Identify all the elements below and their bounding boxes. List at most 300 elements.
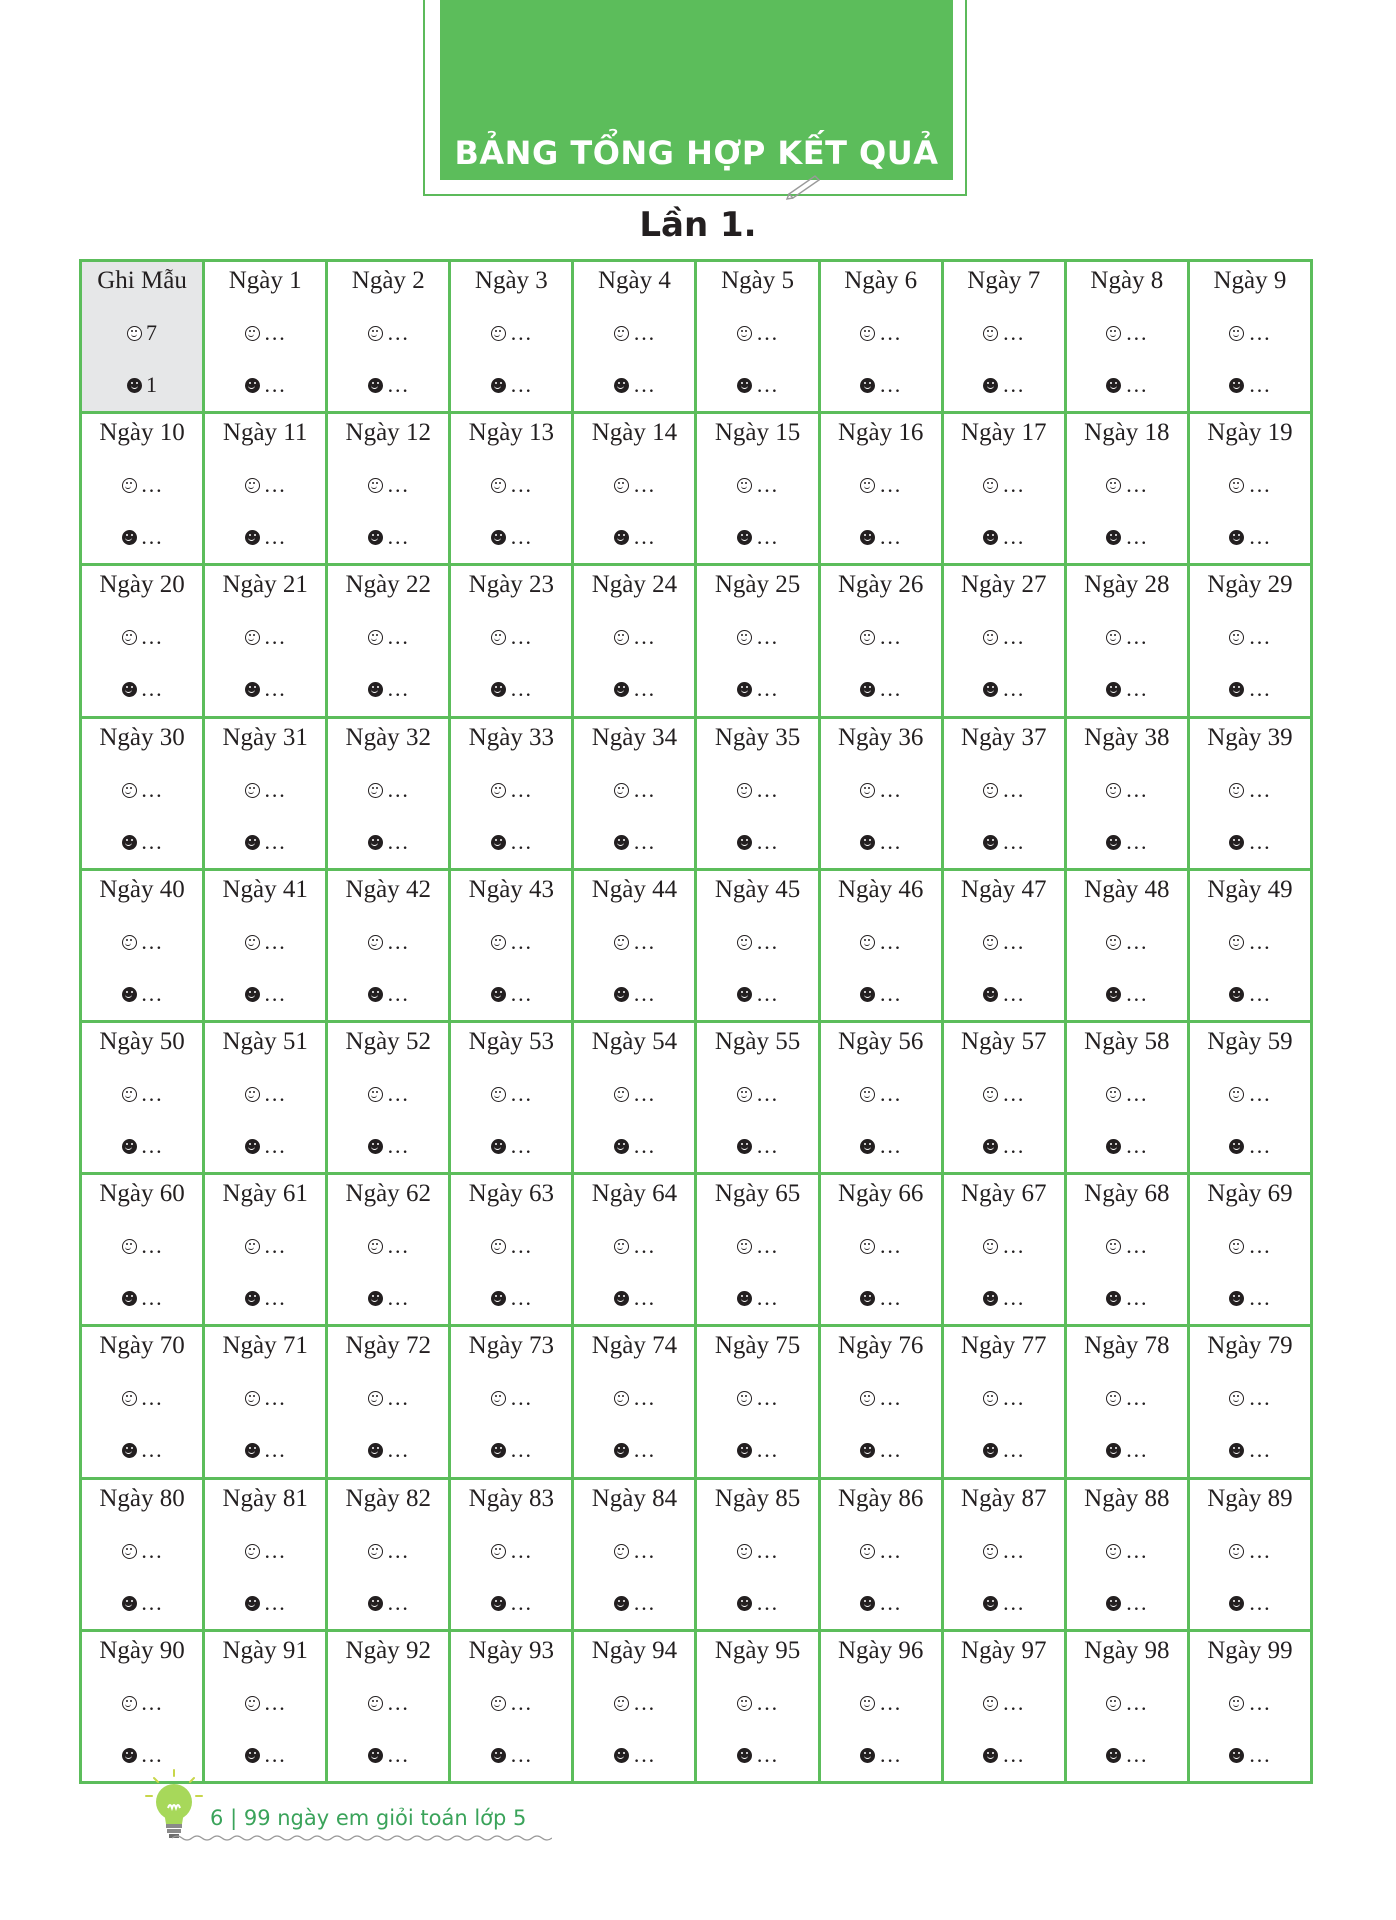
day-number: 66 xyxy=(898,1180,924,1208)
day-cell xyxy=(82,1480,205,1632)
day-number: 81 xyxy=(282,1484,308,1512)
page-number: 6 xyxy=(210,1806,224,1830)
bad-count-blank: … xyxy=(263,980,286,1006)
dark-smiley-face-icon xyxy=(614,1596,629,1611)
bad-count-blank: … xyxy=(1002,1285,1025,1311)
good-count-line xyxy=(697,929,817,955)
bad-count-blank: … xyxy=(632,1741,655,1767)
bad-count-line xyxy=(1190,1590,1310,1616)
day-cell xyxy=(205,1480,328,1632)
bad-count-line xyxy=(451,829,571,855)
good-count-blank: … xyxy=(632,776,655,802)
sample-bad-line xyxy=(82,372,202,398)
bad-count-line xyxy=(944,1742,1064,1768)
bad-count-line xyxy=(574,1437,694,1463)
day-label xyxy=(451,267,571,295)
good-count-blank: … xyxy=(879,1233,902,1259)
good-count-blank: … xyxy=(1002,928,1025,954)
day-prefix: Ngày xyxy=(345,1332,400,1360)
good-count-blank: … xyxy=(632,624,655,650)
day-label xyxy=(821,1180,941,1208)
good-count-line xyxy=(944,777,1064,803)
day-label xyxy=(1067,419,1187,447)
good-count-blank: … xyxy=(509,1080,532,1106)
good-count-blank: … xyxy=(879,1385,902,1411)
bad-count-line xyxy=(821,372,941,398)
day-prefix: Ngày xyxy=(837,1484,893,1512)
day-number: 20 xyxy=(159,571,185,599)
day-label xyxy=(205,1485,325,1513)
day-cell xyxy=(574,1480,697,1632)
good-count-blank: … xyxy=(632,1689,655,1715)
day-number: 10 xyxy=(159,419,185,447)
bad-count-line xyxy=(574,981,694,1007)
bad-count-blank: … xyxy=(632,1285,655,1311)
bad-count-line xyxy=(1190,524,1310,550)
day-number: 37 xyxy=(1021,723,1047,751)
day-number: 13 xyxy=(529,419,555,447)
day-prefix: Ngày xyxy=(468,419,523,447)
smiley-face-icon xyxy=(983,326,998,341)
good-count-blank: … xyxy=(386,1537,409,1563)
day-label xyxy=(574,724,694,752)
day-label xyxy=(944,571,1064,599)
smiley-face-icon xyxy=(368,630,383,645)
bad-count-line xyxy=(82,524,202,550)
bad-count-blank: … xyxy=(1002,372,1025,397)
day-label xyxy=(451,876,571,904)
smiley-face-icon xyxy=(127,326,142,341)
good-count-blank: … xyxy=(263,1233,286,1259)
smiley-face-icon xyxy=(1229,783,1244,798)
day-label xyxy=(697,571,817,599)
bad-count-line xyxy=(1067,981,1187,1007)
good-count-line xyxy=(205,1385,325,1411)
bad-count-line xyxy=(574,524,694,550)
dark-smiley-face-icon xyxy=(737,1291,752,1306)
good-count-line xyxy=(944,624,1064,650)
day-number: 32 xyxy=(405,723,431,751)
bad-count-blank: … xyxy=(632,828,655,854)
day-prefix: Ngày xyxy=(468,1332,523,1360)
day-label xyxy=(821,1637,941,1665)
bad-count-line xyxy=(1190,829,1310,855)
good-count-line xyxy=(82,1538,202,1564)
day-prefix: Ngày xyxy=(1207,419,1262,447)
bad-count-blank: … xyxy=(879,524,902,550)
day-label xyxy=(1067,1485,1187,1513)
bad-count-line xyxy=(451,524,571,550)
good-count-line xyxy=(944,320,1064,346)
good-count-blank: … xyxy=(1125,1385,1148,1411)
good-count-blank: … xyxy=(509,472,532,498)
day-prefix: Ngày xyxy=(99,723,154,751)
day-label xyxy=(574,1485,694,1513)
bad-count-line xyxy=(451,1742,571,1768)
day-cell xyxy=(205,871,328,1023)
smiley-face-icon xyxy=(1229,326,1244,341)
day-number: 49 xyxy=(1267,875,1293,903)
smiley-face-icon xyxy=(1106,326,1121,341)
dark-smiley-face-icon xyxy=(368,378,383,393)
dark-smiley-face-icon xyxy=(122,835,137,850)
good-count-blank: … xyxy=(756,472,779,498)
day-number: 27 xyxy=(1021,571,1047,599)
day-prefix: Ngày xyxy=(222,1636,277,1664)
dark-smiley-face-icon xyxy=(245,1443,260,1458)
day-label xyxy=(944,267,1064,295)
day-cell xyxy=(451,566,574,718)
bad-count-line xyxy=(1190,981,1310,1007)
bad-count-blank: … xyxy=(140,676,163,702)
dark-smiley-face-icon xyxy=(860,1748,875,1763)
day-label xyxy=(82,724,202,752)
good-count-line xyxy=(821,624,941,650)
bad-count-blank: … xyxy=(1002,524,1025,550)
good-count-blank: … xyxy=(263,776,286,802)
smiley-face-icon xyxy=(122,783,137,798)
good-count-line xyxy=(1067,1385,1187,1411)
dark-smiley-face-icon xyxy=(737,1748,752,1763)
dark-smiley-face-icon xyxy=(737,1596,752,1611)
smiley-face-icon xyxy=(122,630,137,645)
dark-smiley-face-icon xyxy=(614,1291,629,1306)
smiley-face-icon xyxy=(737,1391,752,1406)
smiley-face-icon xyxy=(860,935,875,950)
bad-count-blank: … xyxy=(1248,372,1271,397)
bad-count-line xyxy=(821,829,941,855)
day-label xyxy=(1067,724,1187,752)
bad-count-blank: … xyxy=(509,1589,532,1615)
day-cell xyxy=(574,719,697,871)
smiley-face-icon xyxy=(1106,1239,1121,1254)
dark-smiley-face-icon xyxy=(1229,682,1244,697)
smiley-face-icon xyxy=(122,1239,137,1254)
dark-smiley-face-icon xyxy=(1106,682,1121,697)
smiley-face-icon xyxy=(1106,1544,1121,1559)
good-count-blank: … xyxy=(263,928,286,954)
dark-smiley-face-icon xyxy=(860,987,875,1002)
good-count-blank: … xyxy=(509,1537,532,1563)
dark-smiley-face-icon xyxy=(491,530,506,545)
good-count-line xyxy=(944,1233,1064,1259)
day-prefix: Ngày xyxy=(714,419,769,447)
smiley-face-icon xyxy=(614,1087,629,1102)
day-number: 44 xyxy=(652,875,678,903)
good-count-blank: … xyxy=(140,624,163,650)
smiley-face-icon xyxy=(1106,1391,1121,1406)
day-label xyxy=(205,419,325,447)
dark-smiley-face-icon xyxy=(1106,835,1121,850)
day-number: 58 xyxy=(1144,1027,1170,1055)
good-count-blank: … xyxy=(756,624,779,650)
good-count-line xyxy=(1067,1690,1187,1716)
dark-smiley-face-icon xyxy=(491,378,506,393)
day-cell xyxy=(328,1480,451,1632)
day-prefix: Ngày xyxy=(345,1484,400,1512)
day-number: 11 xyxy=(283,419,308,447)
dark-smiley-face-icon xyxy=(1229,1139,1244,1154)
bad-count-blank: … xyxy=(756,1285,779,1311)
bad-count-blank: … xyxy=(1248,1437,1271,1463)
day-prefix: Ngày xyxy=(1084,571,1139,599)
bad-count-blank: … xyxy=(386,1437,409,1463)
day-prefix: Ngày xyxy=(1207,571,1262,599)
smiley-face-icon xyxy=(1229,1087,1244,1102)
bad-count-line xyxy=(328,1437,448,1463)
smiley-face-icon xyxy=(368,935,383,950)
day-label xyxy=(328,1332,448,1360)
day-cell xyxy=(82,1632,205,1784)
results-table xyxy=(79,259,1313,1784)
good-count-line xyxy=(574,1385,694,1411)
day-prefix: Ngày xyxy=(591,1484,646,1512)
day-cell xyxy=(451,1327,574,1479)
day-cell xyxy=(697,566,820,718)
dark-smiley-face-icon xyxy=(737,682,752,697)
bad-count-blank: … xyxy=(140,524,163,550)
bad-count-blank: … xyxy=(509,1437,532,1463)
bad-count-line xyxy=(821,1133,941,1159)
bad-count-line xyxy=(944,1590,1064,1616)
day-label xyxy=(574,267,694,295)
bad-count-line xyxy=(1190,1133,1310,1159)
day-label xyxy=(697,267,817,295)
day-cell xyxy=(574,1327,697,1479)
day-label xyxy=(1067,1180,1187,1208)
good-count-blank: … xyxy=(1248,928,1271,954)
bad-count-blank: … xyxy=(1248,1285,1271,1311)
day-number: 88 xyxy=(1144,1484,1170,1512)
smiley-face-icon xyxy=(491,630,506,645)
day-cell xyxy=(1067,1023,1190,1175)
bad-count-line xyxy=(944,981,1064,1007)
day-cell xyxy=(944,1023,1067,1175)
day-label xyxy=(1190,1028,1310,1056)
day-cell xyxy=(944,1327,1067,1479)
dark-smiley-face-icon xyxy=(368,530,383,545)
day-label xyxy=(328,419,448,447)
day-number: 14 xyxy=(652,419,678,447)
day-number: 93 xyxy=(529,1636,555,1664)
smiley-face-icon xyxy=(1106,783,1121,798)
bad-count-line xyxy=(82,676,202,702)
good-count-line xyxy=(944,1538,1064,1564)
smiley-face-icon xyxy=(614,1239,629,1254)
bad-count-blank: … xyxy=(140,980,163,1006)
day-number: 94 xyxy=(652,1636,678,1664)
smiley-face-icon xyxy=(860,1391,875,1406)
day-number: 47 xyxy=(1021,875,1047,903)
dark-smiley-face-icon xyxy=(491,1748,506,1763)
dark-smiley-face-icon xyxy=(737,1443,752,1458)
day-prefix: Ngày xyxy=(1213,267,1268,294)
day-label xyxy=(205,571,325,599)
day-cell xyxy=(205,1632,328,1784)
day-number: 55 xyxy=(775,1027,801,1055)
smiley-face-icon xyxy=(368,478,383,493)
day-prefix: Ngày xyxy=(222,419,278,447)
day-cell xyxy=(82,719,205,871)
day-cell xyxy=(82,1175,205,1327)
good-count-blank: … xyxy=(509,624,532,650)
good-count-line xyxy=(451,929,571,955)
good-count-line xyxy=(944,1081,1064,1107)
day-cell xyxy=(328,1327,451,1479)
day-prefix: Ngày xyxy=(99,571,154,599)
smiley-face-icon xyxy=(491,1544,506,1559)
dark-smiley-face-icon xyxy=(1229,378,1244,393)
dark-smiley-face-icon xyxy=(122,682,137,697)
day-number: 59 xyxy=(1267,1027,1293,1055)
bad-count-blank: … xyxy=(1125,372,1148,397)
good-count-line xyxy=(328,624,448,650)
bad-count-blank: … xyxy=(263,1132,286,1158)
day-number: 86 xyxy=(898,1484,924,1512)
bad-count-blank: … xyxy=(140,1589,163,1615)
day-prefix: Ngày xyxy=(961,1484,1016,1512)
day-number: 78 xyxy=(1144,1332,1170,1360)
day-cell xyxy=(697,1327,820,1479)
day-cell xyxy=(821,1480,944,1632)
good-count-line xyxy=(697,1233,817,1259)
dark-smiley-face-icon xyxy=(491,987,506,1002)
day-label xyxy=(451,1637,571,1665)
bad-count-line xyxy=(205,1133,325,1159)
smiley-face-icon xyxy=(860,478,875,493)
dark-smiley-face-icon xyxy=(983,1596,998,1611)
day-prefix: Ngày xyxy=(837,1027,893,1055)
smiley-face-icon xyxy=(614,1544,629,1559)
day-label xyxy=(697,724,817,752)
day-label xyxy=(821,724,941,752)
day-prefix: Ngày xyxy=(468,1484,523,1512)
good-count-blank: … xyxy=(1248,1233,1271,1259)
sample-label: Ghi Mẫu xyxy=(97,267,187,294)
bad-count-line xyxy=(328,1285,448,1311)
day-label xyxy=(451,419,571,447)
bad-count-blank: … xyxy=(140,1741,163,1767)
good-count-blank: … xyxy=(263,1689,286,1715)
bad-count-line xyxy=(205,1437,325,1463)
day-cell xyxy=(574,1023,697,1175)
bad-count-blank: … xyxy=(386,1285,409,1311)
bad-count-blank: … xyxy=(632,1132,655,1158)
day-number: 16 xyxy=(898,419,924,447)
good-count-blank: … xyxy=(1125,1689,1148,1715)
good-count-line xyxy=(1067,1081,1187,1107)
day-label xyxy=(451,1485,571,1513)
good-count-line xyxy=(328,1233,448,1259)
bad-count-line xyxy=(821,1742,941,1768)
good-count-blank: … xyxy=(1125,928,1148,954)
day-cell xyxy=(944,414,1067,566)
good-count-line xyxy=(1190,472,1310,498)
day-number: 2 xyxy=(412,267,425,294)
day-prefix: Ngày xyxy=(222,875,277,903)
good-count-blank: … xyxy=(879,1080,902,1106)
smiley-face-icon xyxy=(1106,630,1121,645)
good-count-line xyxy=(574,777,694,803)
bad-count-line xyxy=(574,676,694,702)
good-count-line xyxy=(574,1538,694,1564)
day-cell xyxy=(944,1480,1067,1632)
dark-smiley-face-icon xyxy=(737,835,752,850)
day-label xyxy=(944,1485,1064,1513)
good-count-blank: … xyxy=(140,1537,163,1563)
good-count-line xyxy=(697,1538,817,1564)
day-label xyxy=(205,267,325,295)
day-label xyxy=(1190,267,1310,295)
day-number: 33 xyxy=(529,723,555,751)
day-cell xyxy=(944,871,1067,1023)
dark-smiley-face-icon xyxy=(122,1748,137,1763)
smiley-face-icon xyxy=(1229,630,1244,645)
smiley-face-icon xyxy=(737,630,752,645)
day-prefix: Ngày xyxy=(468,875,523,903)
day-label xyxy=(697,1637,817,1665)
day-cell xyxy=(1190,566,1313,718)
good-count-line xyxy=(205,929,325,955)
day-label xyxy=(205,1180,325,1208)
bad-count-line xyxy=(944,1437,1064,1463)
bad-count-blank: … xyxy=(756,676,779,702)
day-label xyxy=(1190,1332,1310,1360)
day-number: 38 xyxy=(1144,723,1170,751)
book-title: 99 ngày em giỏi toán lớp 5 xyxy=(243,1806,527,1830)
day-cell xyxy=(574,414,697,566)
day-prefix: Ngày xyxy=(961,723,1016,751)
day-label xyxy=(1067,876,1187,904)
good-count-line xyxy=(82,1233,202,1259)
smiley-face-icon xyxy=(983,1696,998,1711)
bad-count-line xyxy=(697,676,817,702)
bad-count-line xyxy=(82,1437,202,1463)
day-label xyxy=(1190,1180,1310,1208)
dark-smiley-face-icon xyxy=(368,987,383,1002)
day-number: 90 xyxy=(159,1636,185,1664)
bad-count-blank: … xyxy=(509,828,532,854)
day-number: 3 xyxy=(535,267,548,294)
good-count-blank: … xyxy=(632,472,655,498)
smiley-face-icon xyxy=(983,630,998,645)
good-count-blank: … xyxy=(263,320,286,345)
day-number: 97 xyxy=(1021,1636,1047,1664)
bad-count-blank: … xyxy=(140,1437,163,1463)
day-number: 12 xyxy=(405,419,431,447)
day-prefix: Ngày xyxy=(837,571,893,599)
day-prefix: Ngày xyxy=(468,1180,523,1208)
good-count-line xyxy=(1190,1081,1310,1107)
dark-smiley-face-icon xyxy=(737,378,752,393)
smiley-face-icon xyxy=(368,1239,383,1254)
day-prefix: Ngày xyxy=(99,1027,154,1055)
day-number: 26 xyxy=(898,571,924,599)
bad-count-line xyxy=(1067,1437,1187,1463)
good-count-line xyxy=(1067,624,1187,650)
good-count-line xyxy=(1190,929,1310,955)
day-label xyxy=(697,419,817,447)
bad-count-line xyxy=(205,981,325,1007)
good-count-blank: … xyxy=(386,320,409,345)
bad-count-line xyxy=(82,1742,202,1768)
day-label xyxy=(697,876,817,904)
smiley-face-icon xyxy=(983,478,998,493)
dark-smiley-face-icon xyxy=(983,530,998,545)
good-count-blank: … xyxy=(1002,1689,1025,1715)
dark-smiley-face-icon xyxy=(860,378,875,393)
footer-separator: | xyxy=(230,1806,238,1830)
